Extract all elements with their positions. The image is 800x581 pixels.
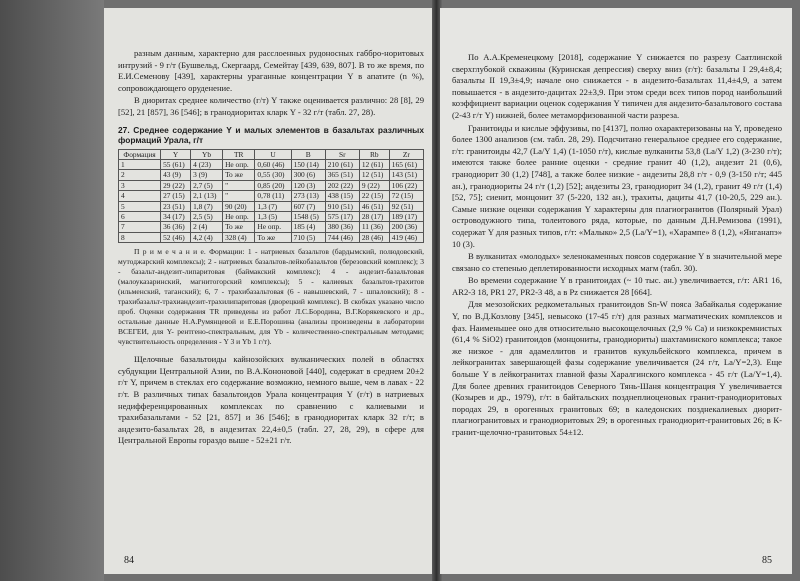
table-cell: 0,78 (11)	[255, 191, 291, 201]
table-cell: 55 (61)	[161, 159, 191, 169]
table-cell: 438 (15)	[325, 191, 359, 201]
table-cell: 2	[119, 170, 161, 180]
table-cell: 1,3 (5)	[255, 212, 291, 222]
right-page-number: 85	[762, 555, 772, 566]
table-cell: 1548 (5)	[291, 212, 325, 222]
table-cell: 22 (15)	[359, 191, 389, 201]
right-paragraph-2: Гранитоиды и кислые эффузивы, по [4137], полно охарактеризованы на Y, проведено более 1300 анализов (см. табл. 28, 29). Подсчитано генеральное среднее его содержание, г/т: гранитоиды 42,7 (La/Y 1,4) (1-1050 г/т), кислые вулканиты 53,8 (La/Y 1,2) (3-230 г/т); имеются также более ранние оценки - средние гранит 40 (1,2), андезит 21 (0,6), гранодиорит 30 (1,2) [748], а также более низкие - андезиты 28,8 г/т - 0,9 (3-150 г/т; 445 ан.), гранодиориты 24 г/т (1,2) [52]; андезиты 23, гранодиорит 34 (1,2), гранит 49 г/т (1,4) [52, 75]; сиенит, монцонит 37 (5-220, 132 ан.), трахиты, дациты 41,7 (10-20,5, 229 ан.). Самые низкие оценки содержания Y характерны для плагиогранитов (Полярный Урал) островодужного типа, толеитового ряда, которые, по данным Д.Н.Ремизова (1991), содержат Y для разных типов, г/т: «Малыко» 2,5 (La/Y=1), «Харампе» 8 (1,2), «Янганапэ» 10 (3).	[452, 122, 782, 249]
col-header-yb: Yb	[191, 149, 223, 159]
table-row	[119, 191, 424, 201]
table-cell: 3	[119, 180, 161, 190]
table-cell: 710 (5)	[291, 232, 325, 242]
table-cell: 8	[119, 232, 161, 242]
table-cell: 12 (61)	[359, 159, 389, 169]
left-paragraph-3: Щелочные базальтоиды кайнозойских вулканических полей в областях субдукции Центральной Азии, по В.А.Кононовой [440], содержат в среднем 20±2 г/т Y, причем в стеклах его содержание возможно, немного выше, чем в лавах - 22 г/т. В различных типах базальтоидов Урала концентрация Y (г/т) в натриевых недифференцированных комплексах по сравнению с калиевыми и трахибазальтами - 52 [21, 857] и 36 [546]; в гранодиоритах кларк 32 г/т; в андезито-базальтах 28, в андезитах 22,4±0,5 (табл. 27, 28, 29), в сфере для Центральной Европы гораздо выше - 52±21 г/т.	[118, 354, 424, 446]
table-cell: 90 (20)	[223, 201, 255, 211]
table-cell: 143 (51)	[389, 170, 423, 180]
table-title: 27. Среднее содержание Y и малых элементов в базальтах различных формаций Урала, г/т	[118, 124, 424, 146]
table-cell: 1,3 (7)	[255, 201, 291, 211]
table-cell: 185 (4)	[291, 222, 325, 232]
table-cell: 12 (51)	[359, 170, 389, 180]
table-row	[119, 159, 424, 169]
table-cell: "	[223, 180, 255, 190]
table-cell: То же	[223, 222, 255, 232]
table-row	[119, 232, 424, 242]
table-cell: 150 (14)	[291, 159, 325, 169]
table-cell: 202 (22)	[325, 180, 359, 190]
table-cell: 2 (4)	[191, 222, 223, 232]
table-cell: 7	[119, 222, 161, 232]
right-paragraph-1: По А.А.Кременецкому [2018], содержание Y снижается по разрезу Саатлинской сверхглубокой скважины (Куринская депрессия) сверху вниз (г/т): базальты I 29,4±8,4; базальты II 19,3±4,9; начале оно снижается - в андезито-базальтах 11,4±4,9, а затем повышается - в андезито-дацитах 22±3,9. При этом среди всех типов пород наибольший коэффициент вариации оценок содержания Y типичен для андезито-базальтового состава (2-43 г/т Y) нижней, более метаморфизованной части разреза.	[452, 52, 782, 120]
table-cell: 189 (17)	[389, 212, 423, 222]
left-page-number: 84	[124, 555, 134, 566]
col-header-tr: TR	[223, 149, 255, 159]
table-cell: 1,8 (7)	[191, 201, 223, 211]
table-cell: Не опр.	[223, 159, 255, 169]
table-cell: 575 (17)	[325, 212, 359, 222]
table-cell: 46 (51)	[359, 201, 389, 211]
col-header-rb: Rb	[359, 149, 389, 159]
basalt-elements-table	[118, 149, 424, 244]
table-cell: 210 (61)	[325, 159, 359, 169]
left-text-column	[118, 48, 424, 448]
table-cell: То же	[223, 170, 255, 180]
table-cell: 28 (46)	[359, 232, 389, 242]
table-cell: 910 (51)	[325, 201, 359, 211]
right-paragraph-4: Во времени содержание Y в гранитоидах (~ 10 тыс. ан.) увеличивается, г/т: AR1 16, AR2-3 18, PR1 27, PR2-3 48, а в Pz снижается 28 [664].	[452, 275, 782, 297]
table-cell: 419 (46)	[389, 232, 423, 242]
table-cell: 0,60 (46)	[255, 159, 291, 169]
table-cell: 36 (36)	[161, 222, 191, 232]
right-paragraph-5: Для мезозойских редкометальных гранитоидов Sn-W пояса Забайкалья содержание Y, по В.Д.Козлову [345], невысоко (17-45 г/т) для разных магматических комплексов и фаз. Наименьшее оно для относительно высокощелочных (2,9 % Ca) и низкокремнистых (61,4 % SiO2) гранитоидов (монцониты, гранодиориты) шахтаминского комплекса; такое же низкое - для адамеллитов и гранитов кукульбейского комплекса, причем в лейкогранитах завершающей фазы содержание увеличивается (24 г/т, La/Y=2,3). Еще больше Y в лейкогранитах главной фазы Харалгинского комплекса - 45 г/т (La/Y=1,4). Для более древних гранитоидов Северного Тянь-Шаня концентрация Y увеличивается (Козырев и др., 1979), г/т: в байтальских позднеплиоценовых гранит-гранодиоритовых породах 29, в орогенных гранитовых 69; в каледонских позднекалиевых диорит-плагиогранитовых и гранодиоритовых 29; в орогенных гранодиорит-гранитовых 26; в К-гранит-щелочно-гранитовых 54±12.	[452, 299, 782, 437]
table-cell: 27 (15)	[161, 191, 191, 201]
col-header-formation: Формация	[119, 149, 161, 159]
table-cell: 106 (22)	[389, 180, 423, 190]
table-cell: 607 (7)	[291, 201, 325, 211]
table-cell: 2,5 (5)	[191, 212, 223, 222]
table-body	[119, 159, 424, 242]
table-cell: То же	[255, 232, 291, 242]
left-page	[104, 8, 434, 574]
table-cell: 0,85 (20)	[255, 180, 291, 190]
table-cell: 120 (3)	[291, 180, 325, 190]
right-page	[440, 8, 792, 574]
table-cell: 328 (4)	[223, 232, 255, 242]
left-paragraph-1: разным данным, характерно для расслоенных рудоносных габбро-норитовых интрузий - 9 г/т (Бушвельд, Скергаард, Семейтау [439, 639, 807]. В то же время, по Е.И.Семенову [439], характерны ураганные концентрации Y в апатите (n %), сопровождающего оруденение.	[118, 48, 424, 93]
table-cell: 0,55 (30)	[255, 170, 291, 180]
table-cell: 52 (46)	[161, 232, 191, 242]
table-cell: 23 (51)	[161, 201, 191, 211]
table-cell: 200 (36)	[389, 222, 423, 232]
table-cell: 34 (17)	[161, 212, 191, 222]
page-edge-shadow	[0, 0, 104, 581]
table-cell: 744 (46)	[325, 232, 359, 242]
table-row	[119, 222, 424, 232]
table-row	[119, 212, 424, 222]
table-cell: Не опр.	[255, 222, 291, 232]
left-paragraph-2: В диоритах среднее количество (г/т) Y также оценивается различно: 28 [8], 29 [52], 21 [857], 36 [546]; в гранодиоритах кларк Y - 32 г/т (табл. 27, 28).	[118, 95, 424, 117]
table-cell: 365 (51)	[325, 170, 359, 180]
table-cell: 11 (36)	[359, 222, 389, 232]
table-cell: 28 (17)	[359, 212, 389, 222]
table-cell: 273 (13)	[291, 191, 325, 201]
table-cell: 5	[119, 201, 161, 211]
table-cell: "	[223, 191, 255, 201]
table-cell: Не опр.	[223, 212, 255, 222]
table-cell: 72 (15)	[389, 191, 423, 201]
col-header-zr: Zr	[389, 149, 423, 159]
table-cell: 3 (9)	[191, 170, 223, 180]
col-header-y: Y	[161, 149, 191, 159]
table-note: П р и м е ч а н и е. Формации: 1 - натриевых базальтов (бардымский, полюдовский, мутоджарский комплексы); 2 - натриевых базальтов-лейкобазальтов (березовский комплекс); 3 - базальт-андезит-липаритовая (баймакский комплекс); 4 - андезит-базальтовая (малоуказаринский, магнитогорский комплексы); 5 - калиевых базальтов-трахитов (ильменский, таганский); 6, 7 - трахибазальтовая (6 - навышевский, 7 - шпаловский); 8 - трахибазальт-трахиандезит-трахилипаритовая (дворецкий комплекс). В скобках указано число проб. Оценки содержания TR приведены из работ Л.С.Бородина, В.Г.Корякевского и др., остальные данные Н.А.Румянцевой и Е.Е.Порошина (анализы произведены в лаборатории ВСЕГЕИ, для Y- рентгено-спектральным, для Yb - количественно-спектральным методами; чувствительность определения - Y 3 и Yb 1 г/т).	[118, 247, 424, 347]
col-header-b: B	[291, 149, 325, 159]
table-cell: 29 (22)	[161, 180, 191, 190]
table-header-row	[119, 149, 424, 159]
table-cell: 380 (36)	[325, 222, 359, 232]
table-cell: 2,1 (13)	[191, 191, 223, 201]
table-cell: 9 (22)	[359, 180, 389, 190]
table-cell: 6	[119, 212, 161, 222]
table-row	[119, 180, 424, 190]
table-row	[119, 201, 424, 211]
table-cell: 4,2 (4)	[191, 232, 223, 242]
table-row	[119, 170, 424, 180]
table-cell: 1	[119, 159, 161, 169]
table-cell: 43 (9)	[161, 170, 191, 180]
table-cell: 4 (23)	[191, 159, 223, 169]
table-cell: 165 (61)	[389, 159, 423, 169]
right-text-column	[452, 52, 782, 440]
right-paragraph-3: В вулканитах «молодых» зеленокаменных поясов содержание Y в значительной мере связано со степенью деплетированности исходных магм (табл. 30).	[452, 251, 782, 273]
table-cell: 4	[119, 191, 161, 201]
col-header-u: U	[255, 149, 291, 159]
table-cell: 92 (51)	[389, 201, 423, 211]
col-header-sr: Sr	[325, 149, 359, 159]
table-cell: 2,7 (5)	[191, 180, 223, 190]
table-cell: 300 (6)	[291, 170, 325, 180]
